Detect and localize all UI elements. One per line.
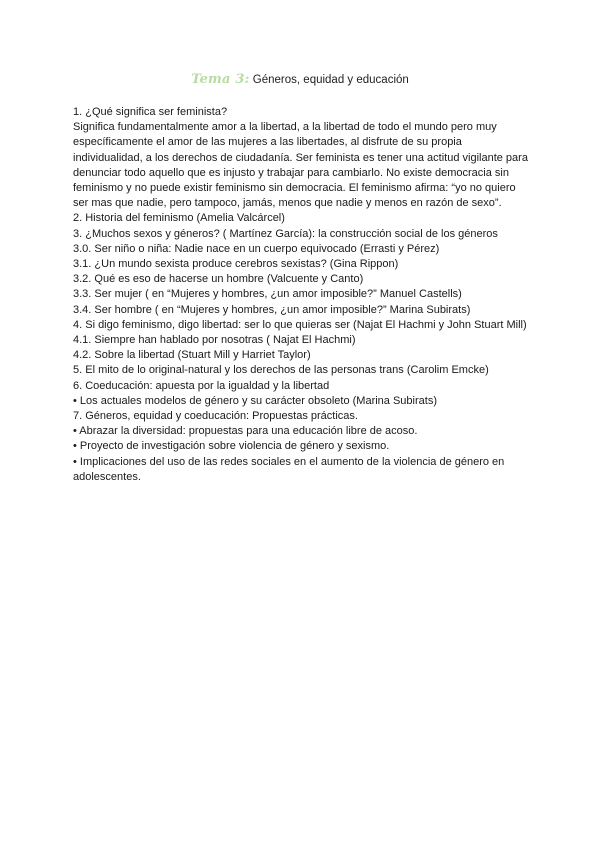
document-title xyxy=(0,72,600,88)
list-item: • Implicaciones del uso de las redes sociales en el aumento de la violencia de género en adolescentes. xyxy=(73,455,505,483)
list-item: 6. Coeducación: apuesta por la igualdad y la libertad xyxy=(73,379,330,392)
list-item: • Abrazar la diversidad: propuestas para una educación libre de acoso. xyxy=(73,425,418,438)
title-label: Tema 3: xyxy=(191,72,250,87)
list-item: 3.2. Qué es eso de hacerse un hombre (Valcuente y Canto) xyxy=(73,273,364,286)
list-item: 3.4. Ser hombre ( en “Mujeres y hombres, ¿un amor imposible?” Marina Subirats) xyxy=(73,303,471,316)
title-text: Géneros, equidad y educación xyxy=(252,74,409,86)
list-item: 2. Historia del feminismo (Amelia Valcárcel) xyxy=(73,212,285,225)
list-item: 5. El mito de lo original-natural y los derechos de las personas trans (Carolim Emcke) xyxy=(73,364,489,377)
list-item: 4.1. Siempre han hablado por nosotras ( Najat El Hachmi) xyxy=(73,334,356,347)
list-item: 3.1. ¿Un mundo sexista produce cerebros sexistas? (Gina Rippon) xyxy=(73,258,399,271)
list-item: • Proyecto de investigación sobre violencia de género y sexismo. xyxy=(73,440,390,453)
document-body xyxy=(73,105,528,485)
list-item: 3.3. Ser mujer ( en “Mujeres y hombres, ¿un amor imposible?” Manuel Castells) xyxy=(73,288,462,301)
list-item: 4.2. Sobre la libertad (Stuart Mill y Harriet Taylor) xyxy=(73,349,311,362)
list-item: 7. Géneros, equidad y coeducación: Propuestas prácticas. xyxy=(73,410,358,423)
answer-paragraph: Significa fundamentalmente amor a la libertad, a la libertad de todo el mundo pero muy específicamente el amor de las mujeres a las libertades, al disfrute de su propia individualidad, a los derechos de ciudadanía. Ser feminista es tener una actitud vigilante para denunciar todo aquello que es injusto y trabajar para cambiarlo. No existe democracia sin feminismo y no puede existir feminismo sin democracia. El feminismo afirma: “yo no quiero ser mas que nadie, pero tampoco, jamás, menos que nadie y menos en razón de sexo”. xyxy=(73,121,528,210)
list-item: • Los actuales modelos de género y su carácter obsoleto (Marina Subirats) xyxy=(73,394,437,407)
question-heading: 1. ¿Qué significa ser feminista? xyxy=(73,106,228,118)
list-item: 3. ¿Muchos sexos y géneros? ( Martínez García): la construcción social de los géneros xyxy=(73,227,498,240)
list-item: 4. Si digo feminismo, digo libertad: ser lo que quieras ser (Najat El Hachmi y John Stuart Mill) xyxy=(73,318,527,331)
list-item: 3.0. Ser niño o niña: Nadie nace en un cuerpo equivocado (Errasti y Pérez) xyxy=(73,242,440,255)
topic-list xyxy=(73,211,528,485)
